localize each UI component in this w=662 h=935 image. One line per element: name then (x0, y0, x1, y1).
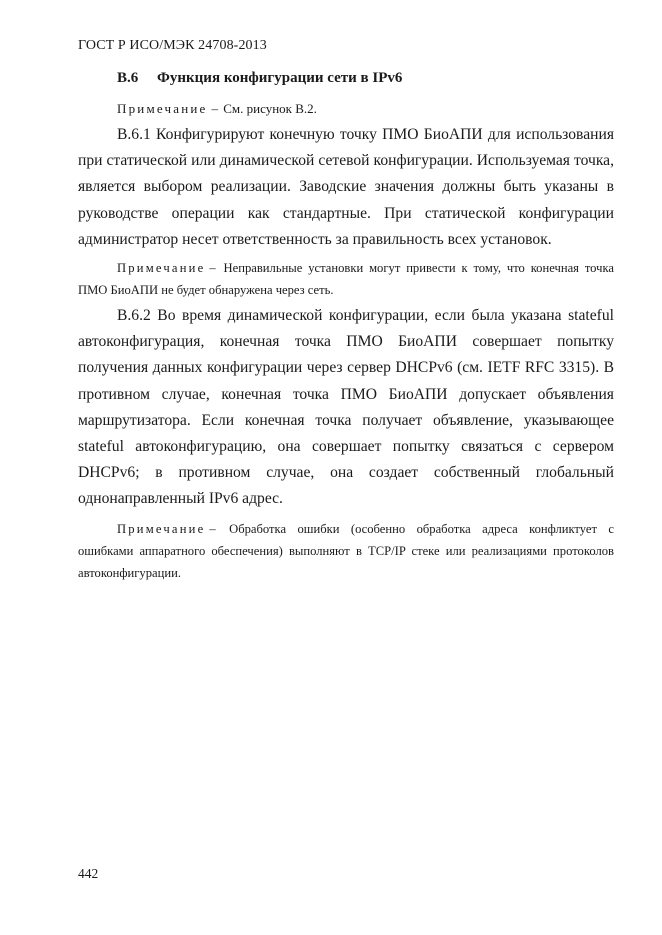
note-3-dash: – (209, 522, 216, 536)
note-2 (78, 257, 614, 301)
note-3-label: Примечание (117, 522, 206, 536)
note-2-dash: – (209, 261, 216, 275)
paragraph-b61 (78, 122, 614, 253)
paragraph-b62 (78, 303, 614, 513)
section-heading (117, 70, 402, 87)
note-2-label: Примечание (117, 261, 206, 275)
note-1-text: См. рисунок В.2. (223, 101, 317, 116)
note-2-text: Неправильные установки могут привести к тому, что конечная точка ПМО БиоАПИ не будет обнаружена через сеть. (78, 261, 614, 297)
note-1-paragraph (78, 99, 614, 119)
note-2-paragraph (78, 257, 614, 301)
note-3-text: Обработка ошибки (особенно обработка адреса конфликтует с ошибками аппаратного обеспечения) выполняют в TCP/IP стеке или реализациями протоколов автоконфигурации. (78, 522, 614, 580)
note-1-label: Примечание (117, 101, 208, 116)
note-1-dash: – (211, 101, 219, 116)
note-1 (78, 99, 614, 119)
note-3-paragraph (78, 518, 614, 584)
section-title-text: Функция конфигурации сети в IPv6 (157, 70, 403, 86)
paragraph-b62-text: В.6.2 Во время динамической конфигурации, если была указана stateful автоконфигурация, конечная точка ПМО БиоАПИ совершает попытку получения данных конфигурации через сервер DHCPv6 (см. IETF RFC 3315). В противном случае, конечная точка ПМО БиоАПИ допускает объявления маршрутизатора. Если конечная точка получает объявление, указывающее stateful автоконфигурацию, она совершает попытку связаться с сервером DHCPv6; в противном случае, она создает собственный глобальный однонаправленный IPv6 адрес. (78, 307, 614, 508)
page-number: 442 (78, 866, 99, 881)
note-3 (78, 518, 614, 584)
section-number: В.6 (117, 70, 139, 86)
standard-header: ГОСТ Р ИСО/МЭК 24708-2013 (78, 38, 267, 53)
paragraph-b61-text: В.6.1 Конфигурируют конечную точку ПМО БиоАПИ для использования при статической или динамической сетевой конфигурации. Используемая точка, является выбором реализации. Заводские значения должны быть указаны в руководстве операции как стандартные. При статической конфигурации администратор несет ответственность за правильность всех установок. (78, 126, 614, 248)
